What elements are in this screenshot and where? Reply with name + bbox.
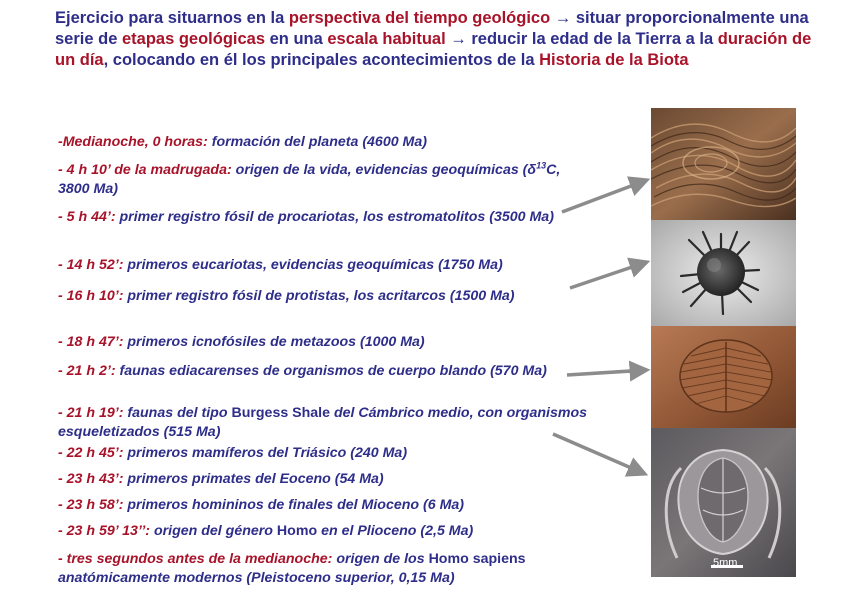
title-highlight: perspectiva del tiempo geológico [288,9,551,27]
event-text: primer registro fósil de procariotas, los estromatolitos (3500 Ma) [115,209,554,225]
event-text: primeros primates del Eoceno (54 Ma) [123,471,384,487]
event-item [58,404,588,442]
event-text: primeros mamíferos del Triásico (240 Ma) [123,445,408,461]
event-time: - 14 h 52’: [58,257,124,273]
ediacaran-fossil-photo [651,326,796,428]
event-text: primeros eucariotas, evidencias geoquímicas (1750 Ma) [123,257,503,273]
title-highlight: escala habitual [327,30,446,48]
event-time: - 21 h 19’: [58,405,124,421]
event-item [58,333,588,352]
isotope-superscript: 13 [536,160,547,171]
scale-bar-label: 5mm [713,557,738,569]
event-item [58,550,588,588]
event-time: - 18 h 47’: [58,334,124,350]
event-item [58,133,588,152]
event-text: primeros icnofósiles de metazoos (1000 Ma) [123,334,425,350]
event-time: - 5 h 44’: [58,209,116,225]
title-highlight: Historia de la Biota [539,51,689,69]
event-item [58,362,588,381]
event-text: faunas del tipo [123,405,232,421]
event-text: primeros homininos de finales del Mioceno (6 Ma) [123,497,465,513]
event-text: origen del género [150,523,277,539]
event-time: - 4 h 10’ de la madrugada: [58,162,232,178]
event-time: - 23 h 59’ 13’’: [58,523,150,539]
event-time: - 21 h 2’: [58,363,116,379]
event-item [58,496,588,515]
event-item [58,522,588,541]
event-text: faunas ediacarenses de organismos de cuerpo blando (570 Ma) [115,363,547,379]
event-text: del Cámbrico medio, con organismos esqueletizados (515 Ma) [58,405,588,440]
event-time: - 16 h 10’: [58,288,124,304]
event-item [58,287,588,306]
event-item [58,161,588,199]
delta-symbol: δ [527,162,537,178]
title-part: , colocando en él los principales acontecimientos de la [103,51,540,69]
title-part: → situar proporcionalmente una serie de [55,9,809,48]
event-text: en el Plioceno (2,5 Ma) [317,523,474,539]
event-text: origen de los [332,551,429,567]
event-text-upright: Burgess Shale [231,405,331,421]
event-time: - 23 h 58’: [58,497,124,513]
event-time: - 23 h 43’: [58,471,124,487]
event-text: origen de la vida, evidencias geoquímicas ( [231,162,528,178]
event-text: C, 3800 Ma) [58,162,561,197]
event-item [58,256,588,275]
event-time: - tres segundos antes de la medianoche: [58,551,333,567]
slide-title [55,8,815,71]
event-text: anatómicamente modernos (Pleistoceno superior, 0,15 Ma) [58,570,455,586]
title-part: en una [265,30,328,48]
event-item [58,444,588,463]
title-highlight: etapas geológicas [121,30,266,48]
title-highlight: duración de un día [55,30,812,69]
event-text: primer registro fósil de protistas, los acritarcos (1500 Ma) [123,288,515,304]
stromatolite-photo [651,108,796,220]
event-item [58,470,588,489]
burgess-shale-fossil-photo [651,428,796,577]
title-part: → reducir la edad de la Tierra a la [445,30,718,48]
acritarch-photo [651,220,796,326]
event-text-upright: Homo [276,523,318,539]
event-time: - 22 h 45’: [58,445,124,461]
event-text: formación del planeta (4600 Ma) [207,134,427,150]
event-time: -Medianoche, 0 horas: [58,134,208,150]
event-text-upright: Homo sapiens [428,551,526,567]
title-part: Ejercicio para situarnos en la [55,9,289,27]
event-item [58,208,588,227]
